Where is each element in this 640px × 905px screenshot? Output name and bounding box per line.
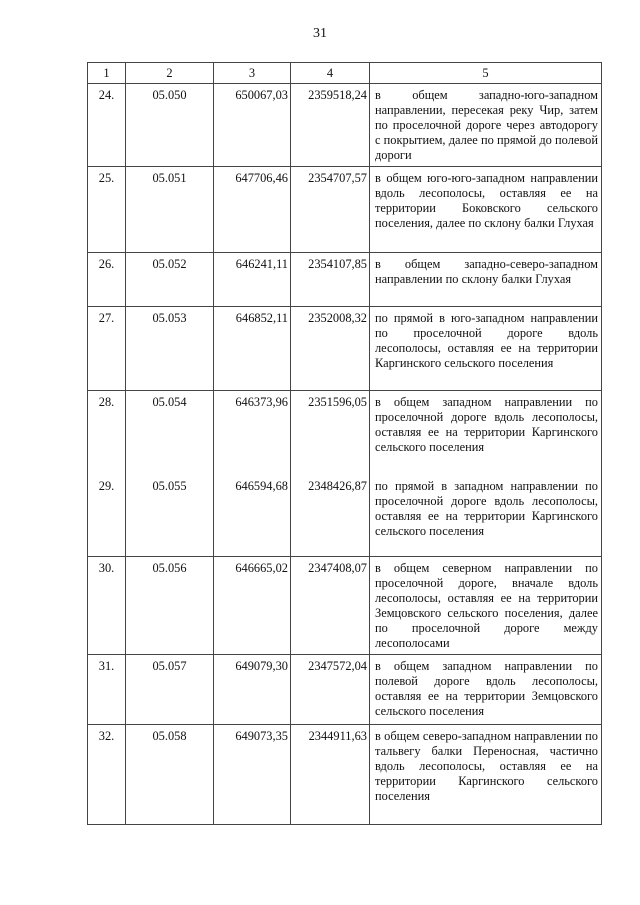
boundary-description: по прямой в западном направлении по проселочной дороге вдоль лесополосы, оставляя ее на территории Каргинского сельского поселения: [370, 475, 602, 557]
boundary-description: в общем западно-северо-западном направлении по склону балки Глухая: [370, 253, 602, 307]
coordinate-y: 2359518,24: [291, 84, 370, 167]
row-number: 31.: [88, 655, 126, 725]
point-code: 05.052: [126, 253, 214, 307]
coordinate-y: 2354707,57: [291, 167, 370, 253]
point-code: 05.051: [126, 167, 214, 253]
row-number: 26.: [88, 253, 126, 307]
coordinate-y: 2352008,32: [291, 307, 370, 391]
coordinate-x: 649079,30: [214, 655, 291, 725]
row-number: 24.: [88, 84, 126, 167]
table-row: [88, 725, 602, 825]
row-number: 29.: [88, 475, 126, 557]
boundary-description: в общем юго-юго-западном направлении вдоль лесополосы, оставляя ее на территории Боковского сельского поселения, далее по склону балки Глухая: [370, 167, 602, 253]
coordinate-x: 650067,03: [214, 84, 291, 167]
row-number: 32.: [88, 725, 126, 825]
coordinate-y: 2347572,04: [291, 655, 370, 725]
coordinate-y: 2347408,07: [291, 557, 370, 655]
table-row: [88, 391, 602, 475]
coordinate-y: 2348426,87: [291, 475, 370, 557]
row-number: 25.: [88, 167, 126, 253]
column-header-3: 3: [214, 63, 291, 84]
table-row: [88, 475, 602, 557]
boundary-description: по прямой в юго-западном направлении по проселочной дороге вдоль лесополосы, оставляя ее на территории Каргинского сельского поселения: [370, 307, 602, 391]
point-code: 05.055: [126, 475, 214, 557]
row-number: 30.: [88, 557, 126, 655]
table-row: [88, 557, 602, 655]
column-header-1: 1: [88, 63, 126, 84]
coordinate-x: 647706,46: [214, 167, 291, 253]
table-header-row: [88, 63, 602, 84]
table-row: [88, 655, 602, 725]
column-header-5: 5: [370, 63, 602, 84]
coordinate-x: 646241,11: [214, 253, 291, 307]
point-code: 05.050: [126, 84, 214, 167]
row-number: 27.: [88, 307, 126, 391]
boundary-description: в общем западно-юго-западном направлении, пересекая реку Чир, затем по проселочной дороге через автодорогу с покрытием, далее по прямой до полевой дороги: [370, 84, 602, 167]
boundary-description: в общем северо-западном направлении по тальвегу балки Переносная, частично вдоль лесополосы, оставляя ее на территории Каргинского сельского поселения: [370, 725, 602, 825]
point-code: 05.053: [126, 307, 214, 391]
point-code: 05.058: [126, 725, 214, 825]
table-row: [88, 253, 602, 307]
table-row: [88, 307, 602, 391]
row-number: 28.: [88, 391, 126, 475]
page-number: 31: [313, 26, 327, 41]
point-code: 05.054: [126, 391, 214, 475]
table-row: [88, 84, 602, 167]
coordinate-y: 2354107,85: [291, 253, 370, 307]
column-header-2: 2: [126, 63, 214, 84]
boundary-description: в общем западном направлении по проселочной дороге вдоль лесополосы, оставляя ее на территории Каргинского сельского поселения: [370, 391, 602, 475]
coordinate-x: 646594,68: [214, 475, 291, 557]
table-row: [88, 167, 602, 253]
column-header-4: 4: [291, 63, 370, 84]
coordinate-y: 2351596,05: [291, 391, 370, 475]
coordinate-x: 646665,02: [214, 557, 291, 655]
point-code: 05.057: [126, 655, 214, 725]
coordinate-x: 646852,11: [214, 307, 291, 391]
boundary-description: в общем западном направлении по полевой дороге вдоль лесополосы, оставляя ее на территории Земцовского сельского поселения: [370, 655, 602, 725]
coordinate-x: 649073,35: [214, 725, 291, 825]
coordinate-x: 646373,96: [214, 391, 291, 475]
boundary-points-table: [87, 62, 602, 825]
coordinate-y: 2344911,63: [291, 725, 370, 825]
boundary-description: в общем северном направлении по проселочной дороге, вначале вдоль лесополосы, оставляя ее на территории Земцовского сельского поселения, далее по проселочной дороге между лесополосами: [370, 557, 602, 655]
point-code: 05.056: [126, 557, 214, 655]
